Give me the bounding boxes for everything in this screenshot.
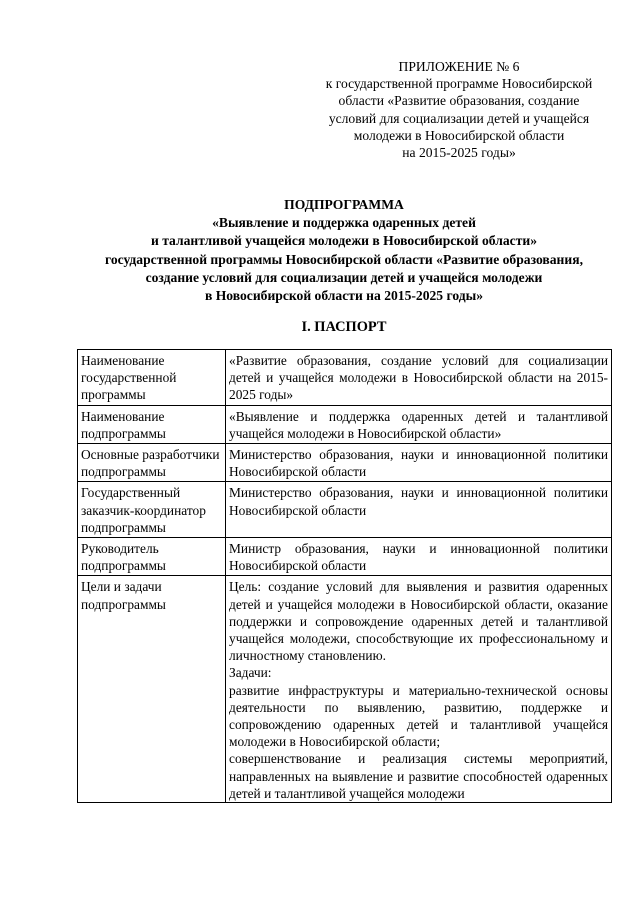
title-line: государственной программы Новосибирской области «Развитие образования, bbox=[105, 251, 583, 267]
appendix-line: ПРИЛОЖЕНИЕ № 6 bbox=[398, 59, 520, 74]
table-row bbox=[78, 482, 612, 538]
appendix-header bbox=[300, 58, 618, 161]
row-value bbox=[226, 576, 612, 803]
row-label: Цели и задачи подпрограммы bbox=[78, 576, 226, 803]
appendix-line: к государственной программе Новосибирской bbox=[325, 76, 593, 92]
title-line: «Выявление и поддержка одаренных детей bbox=[212, 215, 476, 231]
table-row bbox=[78, 405, 612, 443]
row-value: Министерство образования, науки и инновационной политики Новосибирской области bbox=[226, 482, 612, 538]
row-value: Министр образования, науки и инновационной политики Новосибирской области bbox=[226, 538, 612, 576]
row-label: Государственный заказчик-координатор подпрограммы bbox=[78, 482, 226, 538]
appendix-line: молодежи в Новосибирской области bbox=[353, 127, 565, 143]
table-row bbox=[78, 444, 612, 482]
title-line: и талантливой учащейся молодежи в Новосибирской области» bbox=[150, 233, 538, 249]
table-row bbox=[78, 538, 612, 576]
row-label: Основные разработчики подпрограммы bbox=[78, 444, 226, 482]
title-line: ПОДПРОГРАММА bbox=[284, 197, 404, 212]
row-value: Министерство образования, науки и инновационной политики Новосибирской области bbox=[226, 444, 612, 482]
table-row bbox=[78, 350, 612, 406]
document-title bbox=[60, 196, 628, 305]
row-label: Наименование подпрограммы bbox=[78, 405, 226, 443]
row-value: «Выявление и поддержка одаренных детей и талантливой учащейся молодежи в Новосибирской области» bbox=[226, 405, 612, 443]
task-paragraph: развитие инфраструктуры и материально-технической основы деятельности по выявлению, развитию, поддержке и сопровождению одаренных детей и талантливой учащейся молодежи в Новосибирской области; bbox=[229, 682, 608, 750]
row-label: Руководитель подпрограммы bbox=[78, 538, 226, 576]
passport-table bbox=[77, 349, 612, 803]
appendix-line: на 2015-2025 годы» bbox=[402, 145, 516, 161]
goal-paragraph: Цель: создание условий для выявления и развития одаренных детей и учащейся молодежи в Новосибирской области, оказание поддержки и сопровождение одаренных детей и талантливой учащейся молодежи, способствующие их профессиональному и личностному становлению. bbox=[229, 579, 608, 664]
appendix-line: области «Развитие образования, создание bbox=[338, 93, 580, 109]
task-paragraph: совершенствование и реализация системы мероприятий, направленных на выявление и развитие способностей одаренных детей и талантливой учащейся молодежи bbox=[229, 751, 608, 801]
title-line: создание условий для социализации детей и учащейся молодежи bbox=[145, 269, 543, 285]
tasks-heading: Задачи: bbox=[229, 665, 272, 681]
table-row bbox=[78, 576, 612, 803]
section-heading: I. ПАСПОРТ bbox=[301, 319, 387, 335]
row-label: Наименование государственной программы bbox=[78, 350, 226, 406]
title-line: в Новосибирской области на 2015-2025 годы» bbox=[204, 288, 484, 304]
row-value: «Развитие образования, создание условий для социализации детей и учащейся молодежи в Новосибирской области на 2015-2025 годы» bbox=[226, 350, 612, 406]
appendix-line: условий для социализации детей и учащейся bbox=[328, 110, 590, 126]
